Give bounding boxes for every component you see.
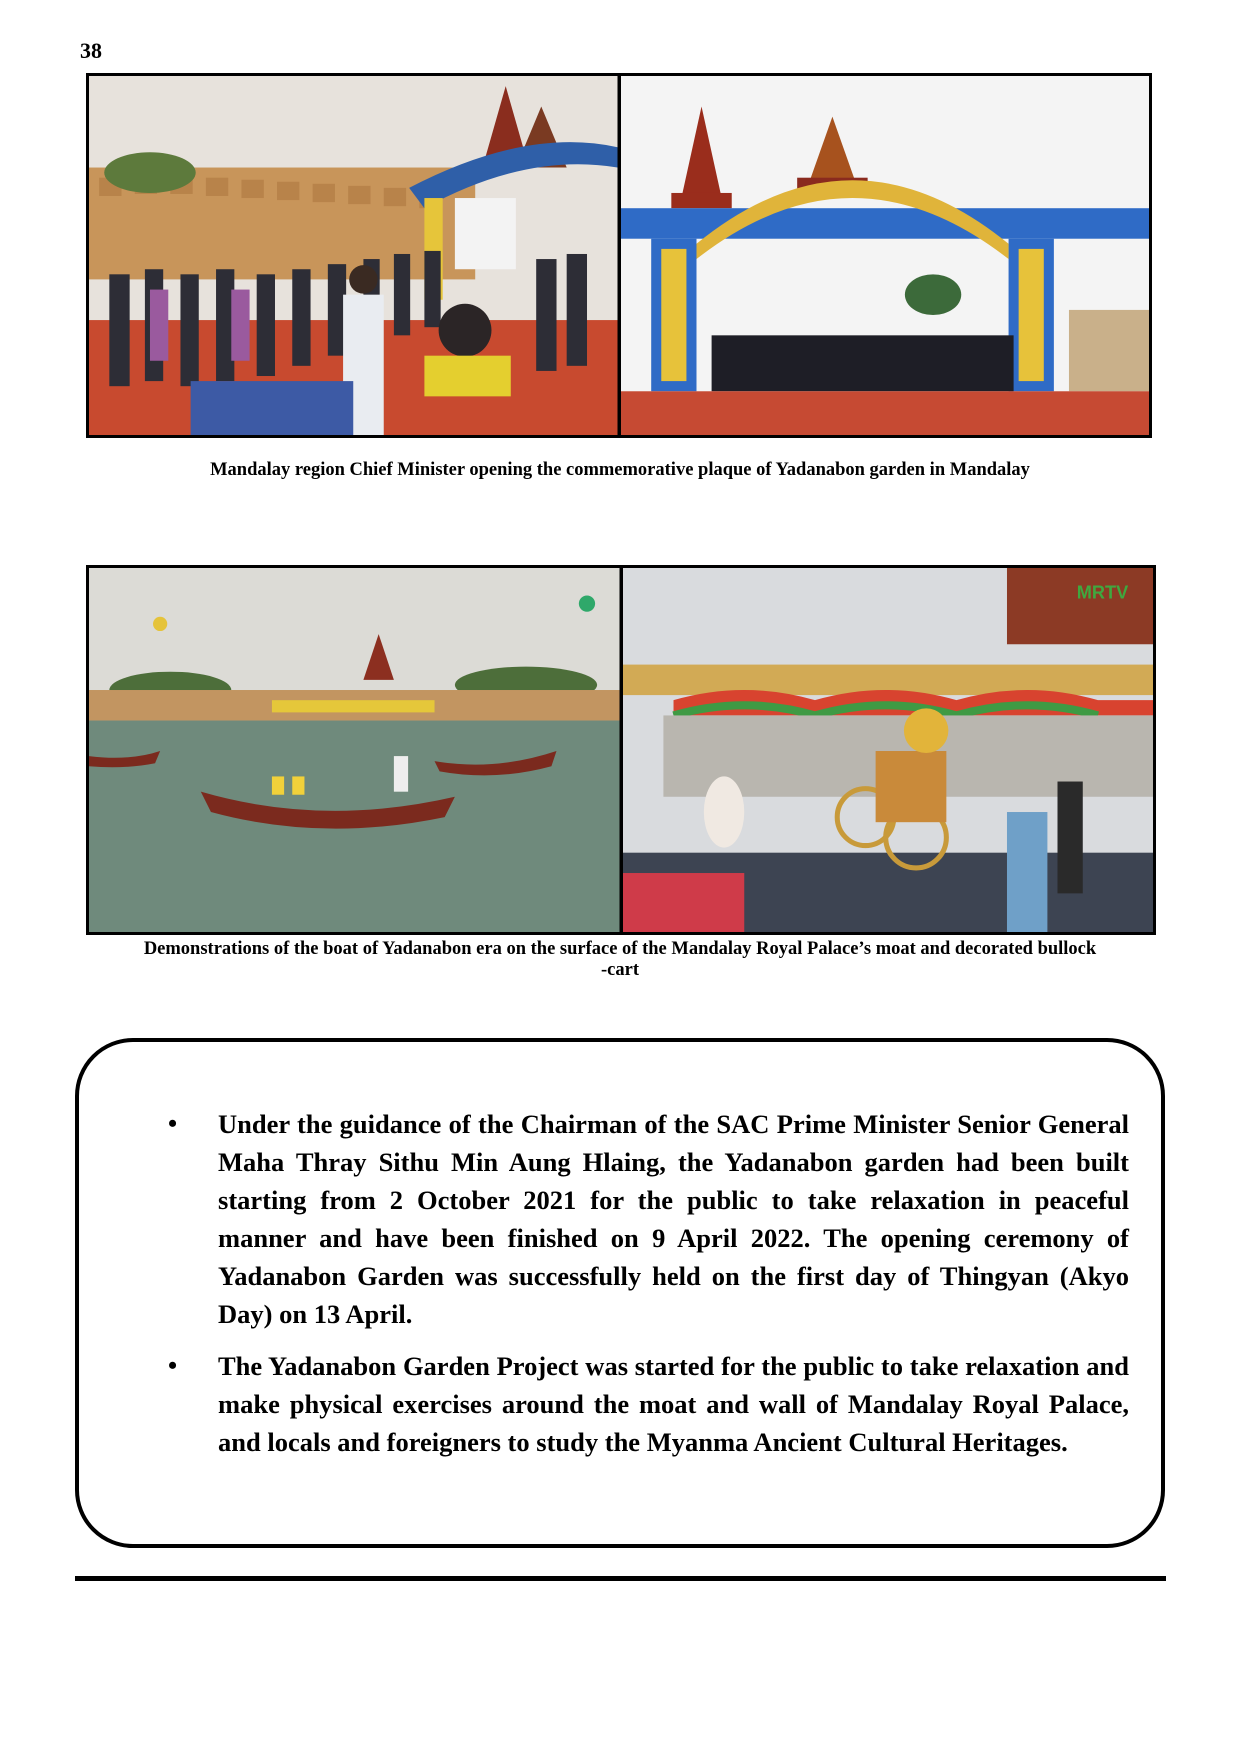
bullet-list xyxy=(79,1042,1161,1461)
bullet-dot-icon: • xyxy=(168,1109,178,1138)
bullet-dot-icon: • xyxy=(168,1351,178,1380)
bullet-item xyxy=(144,1105,1129,1333)
caption-demonstrations-line2: -cart xyxy=(601,960,639,980)
horizontal-rule xyxy=(75,1576,1166,1581)
bullet-text: The Yadanabon Garden Project was started for the public to take relaxation and make physical exercises around the moat and wall of Mandalay Royal Palace, and locals and foreigners to study the Myanma Ancient Cultural Heritages. xyxy=(218,1351,1129,1457)
caption-opening-ceremony: Mandalay region Chief Minister opening the commemorative plaque of Yadanabon garden in Mandalay xyxy=(210,460,1030,480)
bullet-item xyxy=(144,1347,1129,1461)
caption-demonstrations-line1: Demonstrations of the boat of Yadanabon era on the surface of the Mandalay Royal Palace’s moat and decorated bullock xyxy=(143,939,1097,959)
mrtv-watermark: MRTV xyxy=(1076,581,1128,603)
page-number: 38 xyxy=(80,38,102,63)
photo-row-demonstrations xyxy=(86,565,1156,935)
photo-garden-archway xyxy=(621,76,1150,435)
photo-chief-minister-at-wall xyxy=(89,76,618,435)
photo-moat-boats xyxy=(89,568,620,932)
info-box xyxy=(75,1038,1165,1548)
photo-row-opening-ceremony xyxy=(86,73,1152,438)
photo-bullock-cart xyxy=(623,568,1154,932)
bullet-text: Under the guidance of the Chairman of the SAC Prime Minister Senior General Maha Thray Sithu Min Aung Hlaing, the Yadanabon garden had been built starting from 2 October 2021 for the public to take relaxation in peaceful manner and have been finished on 9 April 2022. The opening ceremony of Yadanabon Garden was successfully held on the first day of Thingyan (Akyo Day) on 13 April. xyxy=(218,1109,1129,1329)
caption-demonstrations xyxy=(60,939,1180,981)
